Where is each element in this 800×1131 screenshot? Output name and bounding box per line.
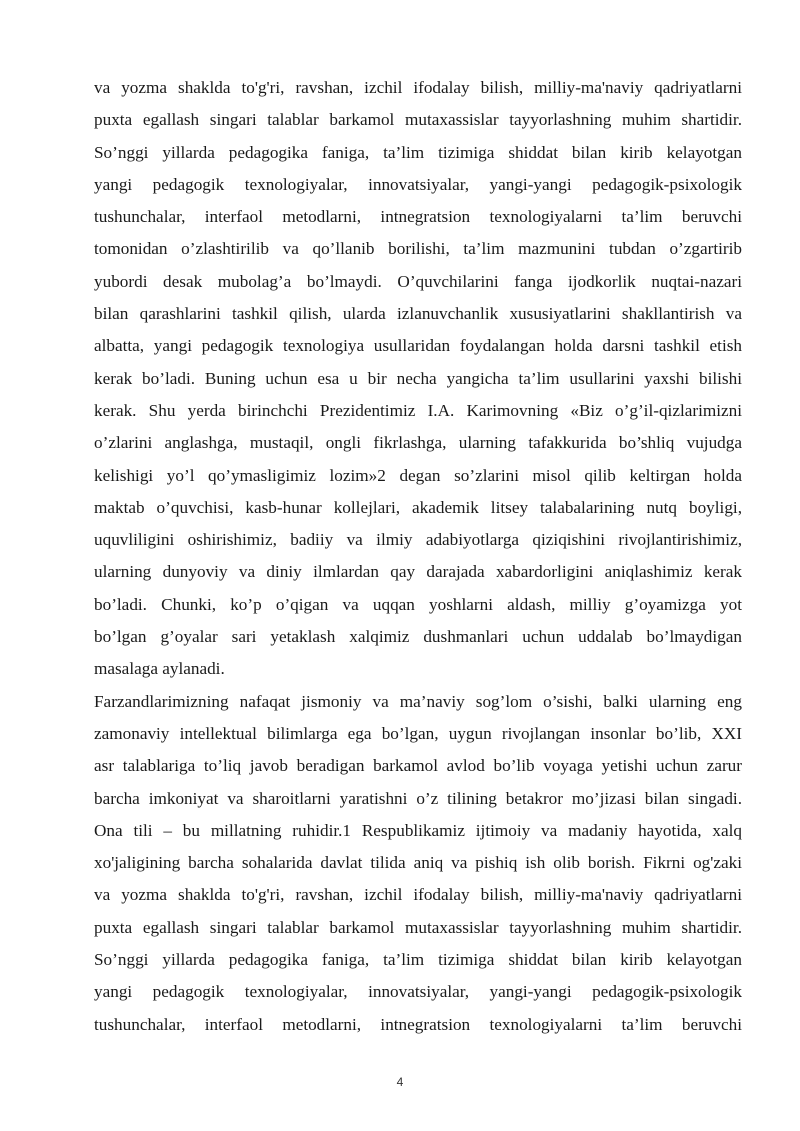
text-line: puxta egallash singari talablar barkamol mutaxassislar tayyorlashning muhim shartidir. bbox=[94, 110, 742, 130]
text-line: So’nggi yillarda pedagogika faniga, ta’lim tizimiga shiddat bilan kirib kelayotgan bbox=[94, 950, 742, 970]
text-line: va yozma shaklda to'g'ri, ravshan, izchil ifodalay bilish, milliy-ma'naviy qadriyatlarni bbox=[94, 78, 742, 97]
body-text bbox=[94, 72, 742, 1041]
text-line: So’nggi yillarda pedagogika faniga, ta’lim tizimiga shiddat bilan kirib kelayotgan bbox=[94, 142, 742, 162]
text-line: puxta egallash singari talablar barkamol mutaxassislar tayyorlashning muhim shartidir. bbox=[94, 917, 742, 937]
text-line: Farzandlarimizning nafaqat jismoniy va ma’naviy sog’lom o’sishi, balki ularning eng bbox=[94, 691, 742, 711]
text-line: xo'jaligining barcha sohalarida davlat tilida aniq va pishiq ish olib borish. Fikrni og'zaki bbox=[94, 853, 742, 873]
text-line: zamonaviy intellektual bilimlarga ega bo’lgan, uygun rivojlangan insonlar bo’lib, XXI bbox=[94, 723, 742, 743]
text-line: yangi pedagogik texnologiyalar, innovatsiyalar, yangi-yangi pedagogik-psixologik bbox=[94, 174, 742, 194]
text-line: asr talablariga to’liq javob beradigan barkamol avlod bo’lib voyaga yetishi uchun zarur bbox=[94, 756, 742, 776]
text-line: bo’ladi. Chunki, ko’p o’qigan va uqqan yoshlarni aldash, milliy g’oyamizga yot bbox=[94, 594, 742, 614]
text-line: va yozma shaklda to'g'ri, ravshan, izchil ifodalay bilish, milliy-ma'naviy qadriyatlarni bbox=[94, 885, 742, 905]
text-line: barcha imkoniyat va sharoitlarni yaratishni o’z tilining betakror mo’jizasi bilan singadi. bbox=[94, 788, 742, 808]
text-line: kerak bo’ladi. Buning uchun esa u bir necha yangicha ta’lim usullarini yaxshi bilishi bbox=[94, 368, 742, 388]
text-line: maktab o’quvchisi, kasb-hunar kollejlari, akademik litsey talabalarining nutq boyligi, bbox=[94, 497, 742, 517]
text-line: yangi pedagogik texnologiyalar, innovatsiyalar, yangi-yangi pedagogik-psixologik bbox=[94, 982, 742, 1002]
text-line: uquvliligini oshirishimiz, badiiy va ilmiy adabiyotlarga qiziqishini rivojlantirishimiz, bbox=[94, 530, 742, 550]
text-line: kerak. Shu yerda birinchchi Prezidentimiz I.A. Karimovning «Biz o’g’il-qizlarimizni bbox=[94, 400, 742, 420]
text-line: yubordi desak mubolag’a bo’lmaydi. O’quvchilarini fanga ijodkorlik nuqtai-nazari bbox=[94, 271, 742, 291]
text-line: masalaga aylanadi. bbox=[94, 659, 225, 679]
text-line: kelishigi yo’l qo’ymasligimiz lozim»2 degan so’zlarini misol qilib keltirgan holda bbox=[94, 465, 742, 485]
text-line: tushunchalar, interfaol metodlarni, intnegratsion texnologiyalarni ta’lim beruvchi bbox=[94, 207, 742, 227]
text-line: bilan qarashlarini tashkil qilish, ularda izlanuvchanlik xususiyatlarini shakllantirish va bbox=[94, 304, 742, 324]
text-line: ularning dunyoviy va diniy ilmlardan qay darajada xabardorligini aniqlashimiz kerak bbox=[94, 562, 742, 582]
text-line: tomonidan o’zlashtirilib va qo’llanib borilishi, ta’lim mazmunini tubdan o’zgartirib bbox=[94, 239, 742, 259]
text-line: o’zlarini anglashga, mustaqil, ongli fikrlashga, ularning tafakkurida bo’shliq vujudga bbox=[94, 433, 742, 453]
text-line: albatta, yangi pedagogik texnologiya usullaridan foydalangan holda darsni tashkil etish bbox=[94, 336, 742, 356]
text-line: bo’lgan g’oyalar sari yetaklash xalqimiz dushmanlari uchun uddalab bo’lmaydigan bbox=[94, 627, 742, 647]
page-number: 4 bbox=[396, 1075, 404, 1089]
text-line: Ona tili – bu millatning ruhidir.1 Respublikamiz ijtimoiy va madaniy hayotida, xalq bbox=[94, 820, 742, 840]
text-line: tushunchalar, interfaol metodlarni, intnegratsion texnologiyalarni ta’lim beruvchi bbox=[94, 1014, 742, 1034]
